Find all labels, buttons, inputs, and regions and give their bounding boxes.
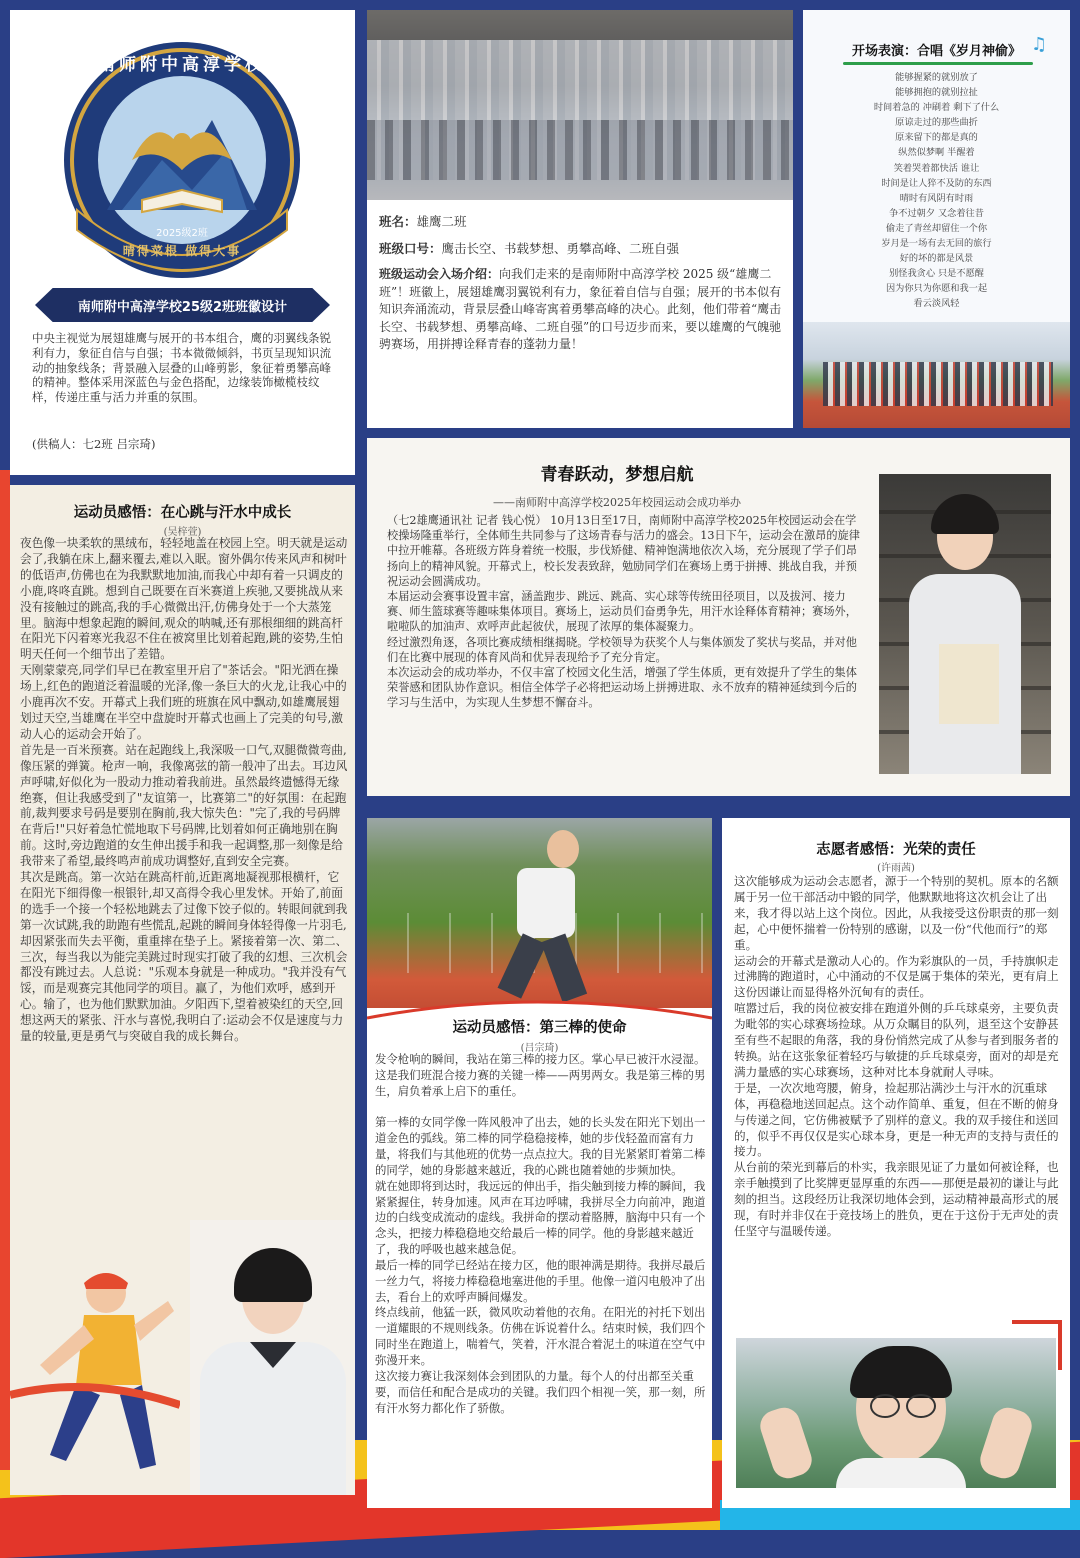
athlete1-panel (10, 485, 355, 1495)
opening-lyrics (803, 70, 1070, 312)
badge-ring-text: 南师附中高淳学校 (98, 55, 266, 75)
lyric-line: 时间是让人猝不及防的东西 (881, 177, 992, 189)
lyric-line: 别怪我贪心 只是不愿醒 (889, 268, 984, 280)
news-paragraph: 本次运动会的成功举办，不仅丰富了校园文化生活，增强了学生体质，更有效提升了学生的集体荣誉感和团队协作意识。相信全体学子必将把运动场上拼搏进取、永不放弃的精神延续到今后的学习与生活中，为实现人生梦想不懈奋斗。 (387, 666, 857, 710)
volunteer-paragraph: 这次能够成为运动会志愿者，源于一个特别的契机。原本的名额属于另一位干部活动中锻的同学，他默默地将这次机会让了出来，我才得以站上这个岗位。因此，从我接受这份职责的那一刻起，心中便怀揣着一份特别的感谢，以及一份“代他而行”的郑重。 (734, 874, 1059, 952)
class-intro-label: 班级运动会入场介绍： (379, 267, 500, 281)
parade-photo (803, 322, 1070, 428)
opening-panel (803, 10, 1070, 428)
class-intro (379, 266, 783, 354)
class-group-photo (367, 10, 793, 200)
class-info-panel (367, 10, 793, 428)
athlete1-paragraph: 其次是跳高。第一次站在跳高杆前,近距离地凝视那根横杆，它在阳光下细得像一根银针,却又高得令我心里发怵。开始了,前面的选手一个接一个轻松地跳去了过像下饺子似的。转眼间就到我第一次试跳,我的助跑有些慌乱,起跳的瞬间身体轻得像一片羽毛,却因紧张而失去平衡，重重摔在垫子上。紧接着第一次、第二、三次，每当我以为能完美跳过时现实打破了我的幻想、三次机会都没有跳过去。人总说："乐观本身就是一种成功。"我并没有气馁，而是观赛完其他同学的项目。赢了，为他们欢呼，感到开心。输了，也为他们默默加油。夕阳西下,望着被染红的天空,回想这两天的紧张、汗水与喜悦,我明白了:运动会不仅是速度与力量的较量,更是勇气与突破自我的成长舞台。 (20, 870, 348, 1044)
athlete1-title: 运动员感悟：在心跳与汗水中成长 (73, 505, 292, 521)
runner-illustration (10, 1255, 180, 1485)
lyric-line: 偷走了青丝却留住一个你 (885, 222, 988, 234)
relay-runner-photo (367, 818, 712, 1008)
class-intro-value: 向我们走来的是南师附中高淳学校 2025 级“雄鹰二班”！班徽上，展翅雄鹰羽翼锐利有力，象征着自信与自强；展开的书本似有知识奔涌流动，背景层叠山峰寄寓着勇攀高峰的决心。此刻，他们带着“鹰击长空、书载梦想、勇攀高峰、二班自强”的口号迈步而来，要以雄鹰的气魄驰骋赛场，用拼搏诠释青春的蓬勃力量！ (379, 267, 782, 351)
class-name-label: 班名： (379, 214, 417, 229)
volunteer-paragraph: 运动会的开幕式是激动人心的。作为彩旗队的一员，手持旗帜走过沸腾的跑道时，心中涌动的不仅是属于集体的荣光，更有肩上这份因谦让而显得格外沉甸有的责任。 (734, 953, 1059, 1000)
volunteer-paragraph: 从台前的荣光到幕后的朴实，我亲眼见证了力量如何被诠释，也亲手触摸到了比奖牌更显厚重的东西——那便是最初的谦让与此刻的担当。这段经历让我深切地体会到，运动精神最高形式的展现，有时并非仅在于竞技场上的胜负，更在于这份于无声处的责任坚守与温暖传递。 (734, 1160, 1059, 1238)
class-slogan-label: 班级口号： (379, 241, 442, 256)
lyric-line: 晴时有风阴有时雨 (899, 192, 974, 204)
badge-credit: (供稿人：七2班 吕宗琦) (32, 437, 156, 451)
lyric-line: 争不过朝夕 又念着往昔 (889, 207, 984, 219)
badge-caption: 南师附中高淳学校25级2班班徽设计 (77, 300, 288, 315)
athlete1-paragraph: 夜色像一块柔软的黑绒布，轻轻地盖在校园上空。明天就是运动会了,我躺在床上,翻来覆去,难以入眠。窗外偶尔传来风声和树叶的低语声,仿佛也在为我默默地加油,而我心中却有着一只调皮的小鹿,咚咚直跳。想到自己既要在百米赛道上疾驰,又要挑战从来没有接触过的跳高,我的手心微微出汗,仿佛身处于一个大蒸笼里。脑海中想象起跑的瞬间,观众的呐喊,还有那根细细的跳高杆在阳光下闪着寒光我忍不住在被窝里比划着起跑,跳的姿势,生怕明天任何一个细节出了差错。 (20, 536, 348, 662)
volunteer-panel (722, 818, 1070, 1508)
badge-panel (10, 10, 355, 475)
athlete2-paragraph: 第一棒的女同学像一阵风般冲了出去，她的长头发在阳光下划出一道金色的弧线。第二棒的同学稳稳接棒，她的步伐轻盈而富有力量，将我们与其他班的优势一点点拉大。我的目光紧紧盯着第二棒的同学，她的身影越来越近，我的心跳也随着她的步频加快。 (375, 1115, 706, 1177)
lyric-line: 看云淡风轻 (913, 298, 960, 310)
volunteer-title: 志愿者感悟：光荣的责任 (816, 842, 976, 858)
lyric-line: 时间着急的 冲刷着 剩下了什么 (873, 102, 1000, 114)
athlete2-paragraph (375, 1100, 707, 1116)
opening-title: 开场表演：合唱《岁月神偷》 (851, 44, 1021, 59)
news-title: 青春跃动，梦想启航 (540, 465, 694, 485)
volunteer-paragraph: 于是，一次次地弯腰，俯身，捡起那沾满沙土与汗水的沉重球体，再稳稳地送回起点。这个动作简单、重复，但在不断的俯身与传递之间，它仿佛被赋予了别样的意义。我的双手接住和送回的，似乎不再仅仅是实心球本身，更是一种无声的支持与责任的接力。 (734, 1080, 1059, 1159)
lyric-line: 笑着哭着都快活 谁让 (893, 162, 980, 174)
news-paragraph: 本届运动会赛事设置丰富，涵盖跑步、跳远、跳高、实心球等传统田径项目，以及拔河、接力赛、师生篮球赛等趣味集体项目。赛场上，运动员们奋勇争先，用汗水诠释体育精神；赛场外，啦啦队的加油声、欢呼声此起彼伏，展现了浓厚的集体凝聚力。 (387, 590, 857, 634)
lyric-line: 能够握紧的就别放了 (895, 72, 978, 83)
lyric-line: 好的坏的都是风景 (899, 253, 974, 265)
athlete2-paragraph: 最后一棒的同学已经站在接力区，他的眼神满是期待。我拼尽最后一丝力气，将接力棒稳稳地塞进他的手里。他像一道闪电般冲了出去，看台上的欢呼声瞬间爆发。 (375, 1257, 706, 1304)
badge-ribbon-text: 2025级2班 (156, 228, 208, 239)
athlete2-paragraph: 发令枪响的瞬间，我站在第三棒的接力区。掌心早已被汗水浸湿。这是我们班混合接力赛的关键一棒——两男两女。我是第三棒的男生，肩负着承上启下的重任。 (375, 1052, 706, 1098)
athlete2-author: (吕宗琦) (520, 1043, 559, 1054)
opening-title-underline (843, 62, 1033, 65)
athlete1-paragraph: 首先是一百米预赛。站在起跑线上,我深吸一口气,双腿微微弯曲,像压紧的弹簧。枪声一响，我像离弦的箭一般冲了出去。耳边风声呼啸,好似化为一股动力推动着我前进。虽然最终遗憾得无缘绝赛，但让我感受到了"友谊第一，比赛第二"的好氛围：在起跑前,裁判要求号码是要别在胸前,我大惊失色："完了,我的号码牌在背后!"只好着急忙慌地取下号码牌,比划着如何正确地别在胸前。这时,旁边跑道的女生伸出援手和我一起调整,那一刻像是给我带来了希望,最终鸣声前成功调整好,直到安全完赛。 (20, 742, 348, 869)
athlete1-author: (吴梓萱) (163, 527, 202, 538)
news-body (387, 513, 865, 711)
athlete2-paragraph: 终点线前，他猛一跃，微风吹动着他的衣角。在阳光的衬托下划出一道耀眼的不规则线条。仿佛在诉说着什么。结束时候，我们四个同时坐在跑道上，喘着气，笑着，汗水混合着泥土的味道在空气中弥漫开来。 (375, 1305, 706, 1367)
athlete1-paragraph: 天刚蒙蒙亮,同学们早已在教室里开启了"茶话会。"阳光洒在操场上,红色的跑道泛着温暖的光泽,像一条巨大的火龙,让我心中的小鹿再次不安。开幕式上我们班的班旗在风中飘动,如雄鹰展翅划过天空,当雄鹰在半空中盘旋时开幕式也画上了完美的句号,激动人心的运动会开始了。 (20, 663, 347, 741)
badge-motto: 晴得菜根 做得大事 (122, 244, 242, 258)
news-panel (367, 438, 1070, 796)
news-paragraph: 经过激烈角逐，各项比赛成绩相继揭晓。学校领导为获奖个人与集体颁发了奖状与奖品，并对他们在比赛中展现的体育风尚和优异表现给予了充分肯定。 (387, 635, 857, 664)
volunteer-paragraph: 喧嚣过后，我的岗位被安排在跑道外侧的乒乓球桌旁，主要负责为毗邻的实心球赛场捡球。从万众瞩目的队列，退至这个安静甚至有些不起眼的角落，我的身份悄然完成了从参与者到服务者的转换。站在这张象征着轻巧与敏捷的乒乓球桌旁，面对的却是充满力量感的实心球赛场，这种对比本身就耐人寻味。 (734, 1001, 1059, 1079)
news-paragraph: （七2雄鹰通讯社 记者 钱心悦） 10月13日至17日，南师附中高淳学校2025年校园运动会在学校操场隆重举行，全体师生共同参与了这场青春与活力的盛会。13日下午，运动会在激昂的旋律中拉开帷幕。各班级方阵身着统一校服，步伐矫健、精神饱满地依次入场，充分展现了学子们昂扬向上的精神风貌。开幕式上，校长发表致辞，勉励同学们在赛场上勇于拼搏、挑战自我，并预祝运动会圆满成功。 (387, 514, 860, 588)
lyric-line: 原谅走过的那些曲折 (895, 117, 978, 129)
news-subtitle: ——南师附中高淳学校2025年校园运动会成功举办 (493, 496, 741, 509)
class-slogan (379, 241, 783, 257)
music-note-icon: ♫ (1031, 34, 1048, 55)
lyric-line: 因为你只为你愿和我一起 (885, 283, 988, 295)
lyric-line: 岁月是一场有去无回的旅行 (881, 238, 992, 250)
volunteer-author: (许雨茜) (877, 863, 915, 874)
reporter-photo (879, 474, 1051, 774)
class-name-value: 雄鹰二班 (416, 214, 467, 229)
athlete2-title: 运动员感悟：第三棒的使命 (452, 1020, 627, 1036)
class-slogan-value: 鹰击长空、书载梦想、勇攀高峰、二班自强 (441, 241, 680, 256)
lyric-line: 纵然似梦啊 半醒着 (898, 147, 975, 159)
athlete2-panel (367, 818, 712, 1508)
badge-description: 中央主视觉为展翅雄鹰与展开的书本组合，鹰的羽翼线条锐利有力，象征自信与自强；书本微微倾斜，书页呈现知识流动的抽象线条；背景融入层叠的山峰剪影，象征着勇攀高峰的精神。整体采用深蓝色与金色搭配，边缘装饰橄榄枝纹样，传递庄重与活力并重的氛围。 (32, 331, 331, 405)
athlete2-paragraph: 就在她即将到达时，我远远的伸出手，指尖触到接力棒的瞬间，我紧紧握住，转身加速。风声在耳边呼啸，我拼尽全力向前冲，跑道边的白线变成流动的虚线。我拼命的摆动着胳膊，脑海中只有一个念头，把接力棒稳稳地交给最后一棒的同学。他的身影越来越近了，我的呼吸也越来越急促。 (375, 1178, 706, 1257)
bg-ribbon-left (0, 470, 10, 1470)
athlete2-paragraph: 这次接力赛让我深刻体会到团队的力量。每个人的付出都至关重要，而信任和配合是成功的关键。我们四个相视一笑，那一刻，所有汗水努力都化作了骄傲。 (375, 1368, 706, 1415)
volunteer-body (734, 874, 1060, 1240)
athlete1-photo (190, 1220, 355, 1495)
lyric-line: 原来留下的都是真的 (895, 132, 978, 144)
volunteer-photo (736, 1338, 1056, 1488)
athlete1-body (20, 536, 350, 1045)
class-name (379, 214, 783, 230)
lyric-line: 能够拥抱的就别拉扯 (895, 87, 978, 99)
athlete2-body (375, 1052, 707, 1416)
